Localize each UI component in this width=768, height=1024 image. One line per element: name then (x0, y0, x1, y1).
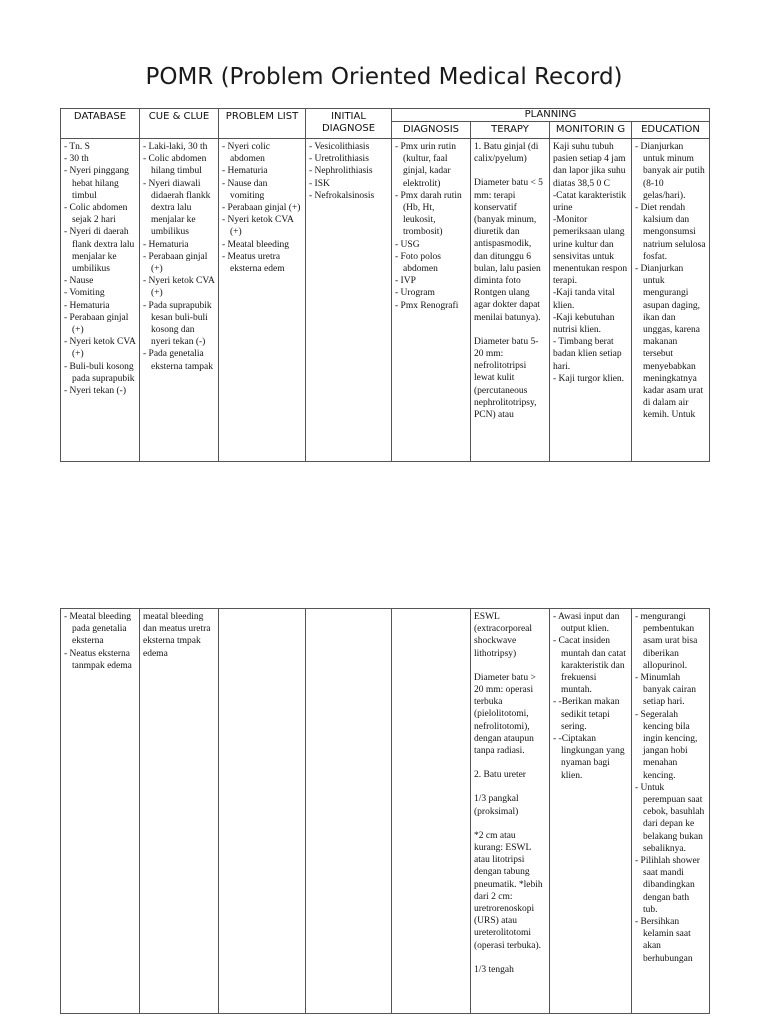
education-list-cont (635, 611, 706, 965)
list-item: - Pilihlah shower saat mandi dibandingkan dengan bath tub. (635, 855, 706, 916)
list-item: - Bersihkan kelamin saat akan berhubungan (635, 916, 706, 965)
cell-diagnosis (392, 139, 471, 462)
list-item: - -Berikan makan sedikit tetapi sering. (553, 696, 628, 733)
pomr-table-page2 (60, 608, 710, 1014)
cell-education (632, 139, 710, 462)
header-monitoring: MONITORIN G (550, 122, 632, 139)
list-item: - Buli-buli kosong pada suprapubik (64, 361, 136, 385)
list-item: - IVP (395, 275, 467, 287)
text-line: Kaji suhu tubuh pasien setiap 4 jam dan lapor jika suhu diatas 38,5 0 C (553, 142, 626, 189)
list-item: - Colic abdomen hilang timbul (143, 153, 215, 177)
list-item: - mengurangi pembentukan asam urat bisa diberikan allopurinol. (635, 611, 706, 672)
list-item: - 30 th (64, 153, 136, 165)
list-item: - Meatus uretra eksterna edem (222, 251, 302, 275)
text-line: -Catat karakteristik urine (553, 190, 627, 214)
cell-diagnosis-cont (392, 609, 471, 1014)
list-item: - Pada genetalia eksterna tampak (143, 348, 215, 372)
list-item: - Tn. S (64, 141, 136, 153)
header-problem-list: PROBLEM LIST (219, 109, 306, 139)
cell-problem-list-cont (219, 609, 306, 1014)
cell-education-cont (632, 609, 710, 1014)
text-line: -Kaji tanda vital klien. (553, 288, 615, 311)
list-item: - Cacat insiden muntah dan catat karakteristik dan frekuensi muntah. (553, 635, 628, 696)
cell-problem-list (219, 139, 306, 462)
monitoring-text (553, 141, 628, 459)
cell-terapy-cont (471, 609, 550, 1014)
list-item: - Laki-laki, 30 th (143, 141, 215, 153)
list-item: - Meatal bleeding pada genetalia eksterna (64, 611, 136, 648)
list-item: - Foto polos abdomen (395, 251, 467, 275)
list-item: - Nyeri pinggang hebat hilang timbul (64, 165, 136, 202)
list-item: - Perabaan ginjal (+) (64, 312, 136, 336)
header-diagnosis: DIAGNOSIS (392, 122, 471, 139)
paragraph: 2. Batu ureter (474, 770, 526, 781)
paragraph: 1. Batu ginjal (di calix/pyelum) (474, 142, 539, 165)
list-item: - Untuk perempuan saat cebok, basuhlah dari depan ke belakang bukan sebaliknya. (635, 782, 706, 855)
list-item: - Dianjurkan untuk minum banyak air putih (8-10 gelas/hari). (635, 141, 706, 202)
list-item: - Nyeri ketok CVA (+) (222, 214, 302, 238)
list-item: - Nyeri ketok CVA (+) (143, 275, 215, 299)
diagnosis-list (395, 141, 467, 312)
list-item: - Awasi input dan output klien. (553, 611, 628, 635)
list-item: - Pmx darah rutin (Hb, Ht, leukosit, trombosit) (395, 190, 467, 239)
list-item: - Colic abdomen sejak 2 hari (64, 202, 136, 226)
paragraph: Diameter batu < 5 mm: terapi konservatif (banyak minum, diuretik dan antispasmodik, dan ditunggu 6 bulan, lalu pasien diminta foto Rontgen ulang agar dokter dapat menilai batunya). (474, 178, 543, 323)
text-line: meatal bleeding dan meatus uretra eksterna tmpak edema (143, 612, 211, 659)
header-terapy: TERAPY (471, 122, 550, 139)
list-item: - Nefrokalsinosis (309, 190, 388, 202)
list-item: - Dianjurkan untuk mengurangi asupan daging, ikan dan unggas, karena makanan tersebut menyebabkan meningkatnya kadar asam urat di dalam air kemih. Untuk (635, 263, 706, 422)
list-item: - Nyeri tekan (-) (64, 385, 136, 397)
list-item: - Vesicolithiasis (309, 141, 388, 153)
problem-list (222, 141, 302, 275)
list-item: - Perabaan ginjal (+) (143, 251, 215, 275)
list-item: - Meatal bleeding (222, 239, 302, 251)
cue-clue-text-cont (143, 611, 215, 1011)
list-item: - Neatus eksterna tanmpak edema (64, 648, 136, 672)
cell-monitoring (550, 139, 632, 462)
list-item: - Uretrolithiasis (309, 153, 388, 165)
list-item: - Pada suprapubik kesan buli-buli kosong dan nyeri tekan (-) (143, 300, 215, 349)
paragraph: Diameter batu > 20 mm: operasi terbuka (pielolitotomi, nefrolitotomi), dengan ataupun tanpa radiasi. (474, 672, 536, 757)
page-title: POMR (Problem Oriented Medical Record) (145, 64, 623, 90)
database-list-cont (64, 611, 136, 672)
header-education: EDUCATION (632, 122, 710, 139)
list-item: - Nephrolithiasis (309, 165, 388, 177)
list-item: - Nause dan vomiting (222, 178, 302, 202)
paragraph: 1/3 tengah (474, 964, 514, 975)
text-line: - Kaji turgor klien. (553, 373, 625, 384)
cell-cue-clue-cont (140, 609, 219, 1014)
list-item: - Hematuria (64, 300, 136, 312)
header-database: DATABASE (61, 109, 140, 139)
list-item: - Hematuria (222, 165, 302, 177)
text-line: -Monitor pemeriksaan ulang urine kultur dan sensivitas untuk menentukan respon terapi. (553, 215, 628, 287)
list-item: - Pmx Renografi (395, 300, 467, 312)
list-item: - Nyeri ketok CVA (+) (64, 336, 136, 360)
list-item: - Urogram (395, 287, 467, 299)
list-item: - Minumlah banyak cairan setiap hari. (635, 672, 706, 709)
cell-monitoring-cont (550, 609, 632, 1014)
list-item: - Segeralah kencing bila ingin kencing, jangan hobi menahan kencing. (635, 709, 706, 782)
database-list (64, 141, 136, 397)
header-cue-clue: CUE & CLUE (140, 109, 219, 139)
list-item: - Nause (64, 275, 136, 287)
initial-diagnose-list (309, 141, 388, 202)
paragraph: ESWL (extracorporeal shockwave lithotripsy) (474, 612, 533, 659)
monitoring-list-cont (553, 611, 628, 782)
list-item: - Vomiting (64, 287, 136, 299)
header-planning: PLANNING (392, 109, 710, 122)
paragraph: Diameter batu 5-20 mm: nefrolitotripsi lewat kulit (percutaneous nephrolitotripsy, PCN) atau (474, 336, 539, 421)
header-initial-diagnose: INITIAL DIAGNOSE (306, 109, 392, 139)
list-item: - ISK (309, 178, 388, 190)
list-item: - Perabaan ginjal (+) (222, 202, 302, 214)
pomr-table-page1 (60, 108, 710, 462)
text-line: -Kaji kebutuhan nutrisi klien. (553, 312, 615, 336)
cell-initial-diagnose-cont (306, 609, 392, 1014)
cell-initial-diagnose (306, 139, 392, 462)
paragraph: *2 cm atau kurang: ESWL atau litotripsi dengan tabung pneumatik. *lebih dari 2 cm: uretrorenoskopi (URS) atau ureterolitotomi (operasi terbuka). (474, 830, 543, 951)
paragraph: 1/3 pangkal (proksimal) (474, 794, 519, 817)
list-item: - -Ciptakan lingkungan yang nyaman bagi klien. (553, 733, 628, 782)
list-item: - Nyeri diawali didaerah flankk dextra lalu menjalar ke umbilikus (143, 178, 215, 239)
text-line: - Timbang berat badan klien setiap hari. (553, 337, 622, 372)
cell-database (61, 139, 140, 462)
terapy-text-cont (474, 611, 546, 1011)
cell-cue-clue (140, 139, 219, 462)
list-item: - Nyeri di daerah flank dextra lalu menjalar ke umbilikus (64, 226, 136, 275)
terapy-text (474, 141, 546, 459)
cue-clue-list (143, 141, 215, 373)
list-item: - Hematuria (143, 239, 215, 251)
list-item: - Pmx urin rutin (kultur, faal ginjal, kadar elektrolit) (395, 141, 467, 190)
list-item: - Diet rendah kalsium dan mengonsumsi natrium selulosa fosfat. (635, 202, 706, 263)
list-item: - Nyeri colic abdomen (222, 141, 302, 165)
education-list (635, 141, 706, 422)
list-item: - USG (395, 239, 467, 251)
cell-database-cont (61, 609, 140, 1014)
cell-terapy (471, 139, 550, 462)
